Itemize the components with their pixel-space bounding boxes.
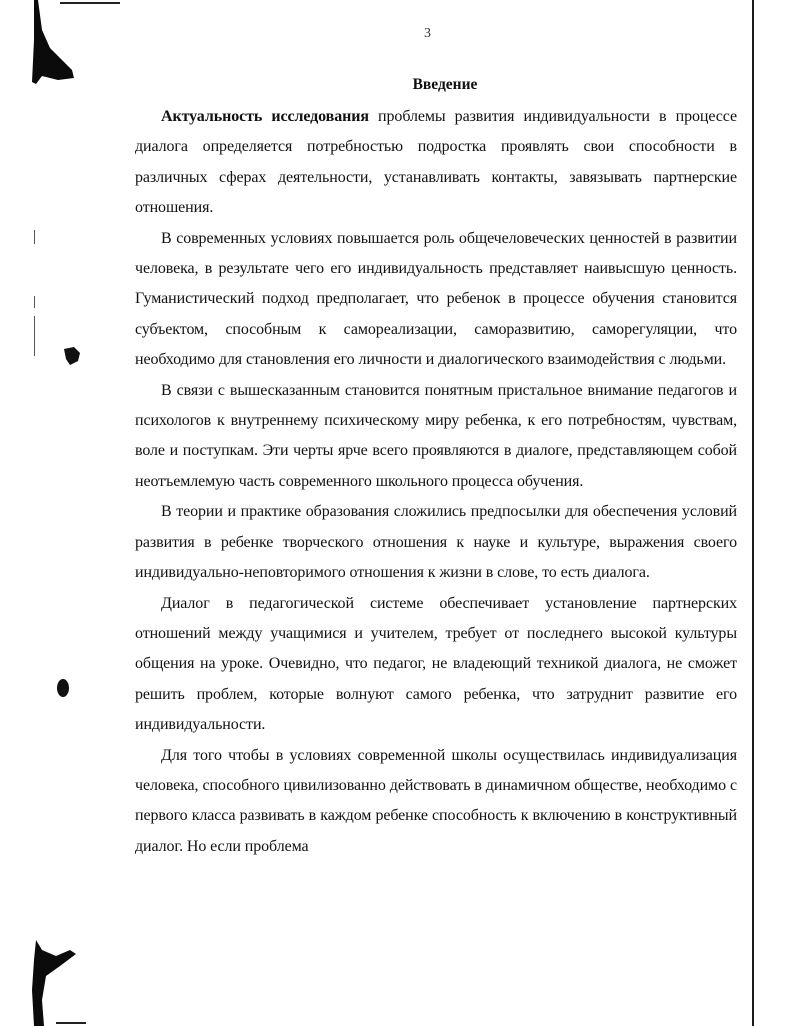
- scan-tick: [34, 296, 35, 308]
- paragraph: [135, 376, 737, 498]
- paragraph: [135, 589, 737, 741]
- paragraph: [135, 102, 737, 224]
- paragraph: [135, 741, 737, 863]
- scan-blot-bottom-left: [30, 930, 80, 1026]
- scan-right-edge: [752, 0, 754, 1026]
- page-number: 3: [424, 26, 431, 41]
- paragraph-text: В современных условиях повышается роль общечеловеческих ценностей в развитии человека, в результате чего его индивидуальность представляет наивысшую ценность. Гуманистический подход предполагает, что ребенок в процессе обучения становится субъектом, способным к самореализации, саморазвитию, саморегуляции, что необходимо для становления его личности и диалогического взаимодействия с людьми.: [135, 229, 737, 369]
- paragraph-text: В связи с вышесказанным становится понятным пристальное внимание педагогов и психологов к внутреннему психическому миру ребенка, к его потребностям, чувствам, воле и поступкам. Эти черты ярче всего проявляются в диалоге, представляющем собой неотъемлемую часть современного школьного процесса обучения.: [135, 381, 737, 490]
- scan-rule-bottom: [56, 1022, 86, 1024]
- paragraph-text: Диалог в педагогической системе обеспечивает установление партнерских отношений между учащимися и учителем, требует от последнего высокой культуры общения на уроке. Очевидно, что педагог, не владеющий техникой диалога, не сможет решить проблем, которые волнуют самого ребенка, что затруднит развитие его индивидуальности.: [135, 594, 737, 734]
- scan-rule-top: [60, 2, 120, 4]
- paragraph-text: проблемы развития индивидуальности в процессе диалога определяется потребностью подростка проявлять свои способности в различных сферах деятельности, устанавливать контакты, завязывать партнерские отношения.: [135, 108, 737, 217]
- scan-tick: [34, 230, 35, 244]
- scan-blot-mid-left: [60, 345, 84, 369]
- paragraph-text: Для того чтобы в условиях современной школы осуществилась индивидуализация человека, способного цивилизованно действовать в динамичном обществе, необходимо с первого класса развивать в каждом ребенке способность к включению в конструктивный диалог. Но если проблема: [135, 746, 737, 855]
- scan-tick: [34, 316, 35, 356]
- body-text: [135, 102, 737, 862]
- scan-dot-left: [54, 676, 72, 700]
- paragraph: [135, 497, 737, 588]
- section-heading: Введение: [412, 76, 478, 93]
- paragraph-lead: Актуальность исследования: [161, 108, 369, 125]
- paragraph-text: В теории и практике образования сложились предпосылки для обеспечения условий развития в ребенке творческого отношения к науке и культуре, выражения своего индивидуально-неповторимого отношения к жизни в слове, то есть диалога.: [135, 503, 737, 582]
- paragraph: [135, 224, 737, 376]
